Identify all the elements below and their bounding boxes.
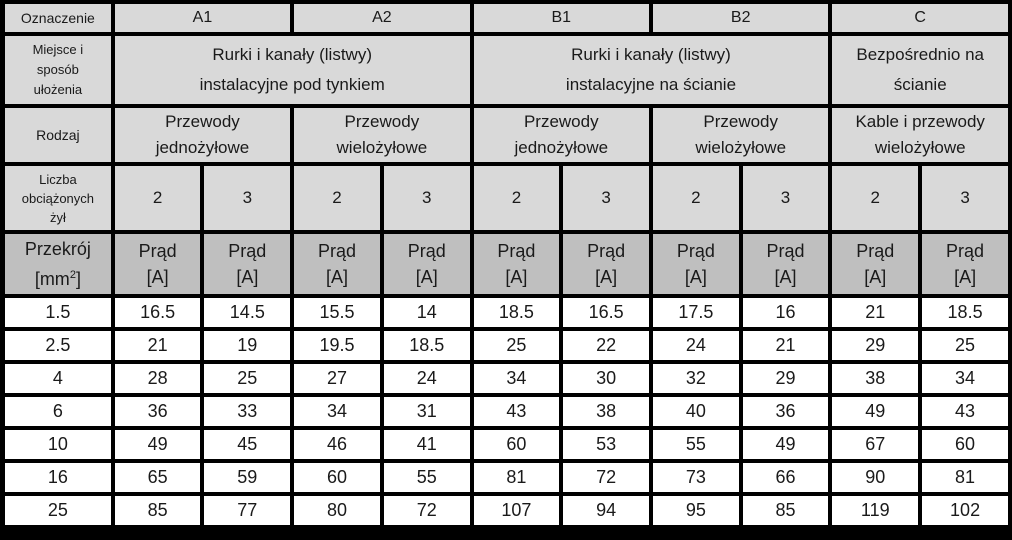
- placement-label-line: sposób: [36, 62, 79, 77]
- current-cell: 49: [832, 397, 918, 426]
- current-cell: 25: [204, 364, 290, 393]
- placement-a: [115, 36, 470, 104]
- current-header-title: Prąd: [497, 241, 536, 261]
- type-c: [832, 108, 1008, 162]
- type-text: Kable i przewody: [855, 112, 985, 131]
- type-text: Przewody: [165, 112, 240, 131]
- cores-label-line: Liczba: [39, 171, 77, 187]
- current-header: [743, 234, 829, 294]
- current-header-title: Prąd: [138, 241, 177, 261]
- current-cell: 18.5: [384, 331, 470, 360]
- current-cell: 19: [204, 331, 290, 360]
- current-cell: 21: [115, 331, 201, 360]
- cross-section-cell: 1.5: [5, 298, 111, 327]
- cores-label-line: żył: [49, 209, 66, 225]
- current-cell: 60: [474, 430, 560, 459]
- current-cell: 33: [204, 397, 290, 426]
- current-cell: 49: [743, 430, 829, 459]
- placement-label: [5, 36, 111, 104]
- current-cell: 41: [384, 430, 470, 459]
- current-cell: 17.5: [653, 298, 739, 327]
- cross-section-cell: 10: [5, 430, 111, 459]
- current-cell: 90: [832, 463, 918, 492]
- type-b2: [653, 108, 828, 162]
- current-cell: 28: [115, 364, 201, 393]
- type-text: Przewody: [523, 112, 599, 131]
- method-a2: A2: [294, 4, 469, 32]
- current-header: [384, 234, 470, 294]
- current-cell: 73: [653, 463, 739, 492]
- current-cell: 14: [384, 298, 470, 327]
- table-row: [5, 463, 1008, 492]
- cross-section-cell: 2.5: [5, 331, 111, 360]
- cores-cell: 2: [115, 166, 201, 230]
- current-header-title: Prąd: [318, 241, 357, 261]
- type-text: jednożyłowe: [514, 138, 609, 157]
- designation-label: Oznaczenie: [5, 4, 111, 32]
- cross-section-cell: 16: [5, 463, 111, 492]
- current-cell: 94: [563, 496, 649, 525]
- current-header-title: Prąd: [587, 241, 626, 261]
- current-cell: 55: [384, 463, 470, 492]
- current-cell: 24: [384, 364, 470, 393]
- current-cell: 34: [294, 397, 380, 426]
- current-header: [563, 234, 649, 294]
- current-header: [204, 234, 290, 294]
- current-cell: 21: [832, 298, 918, 327]
- current-cell: 43: [922, 397, 1008, 426]
- current-cell: 81: [922, 463, 1008, 492]
- cross-section-unit: $[mm^2]$: [34, 269, 81, 289]
- cores-cell: 2: [294, 166, 380, 230]
- table-row: [5, 496, 1008, 525]
- current-cell: 102: [922, 496, 1008, 525]
- current-capacity-table: [1, 0, 1012, 529]
- current-cell: 36: [743, 397, 829, 426]
- placement-label-line: ułożenia: [33, 82, 83, 97]
- current-header-title: Prąd: [407, 241, 446, 261]
- placement-text: Rurki i kanały (listwy): [571, 45, 731, 64]
- current-cell: 27: [294, 364, 380, 393]
- current-header: [922, 234, 1008, 294]
- current-cell: 66: [743, 463, 829, 492]
- current-header-unit: [A]: [595, 267, 618, 287]
- current-header: [294, 234, 380, 294]
- current-header-title: Prąd: [676, 241, 715, 261]
- current-cell: 34: [922, 364, 1008, 393]
- current-cell: 19.5: [294, 331, 380, 360]
- cross-section-cell: 25: [5, 496, 111, 525]
- current-cell: 18.5: [474, 298, 560, 327]
- type-a1: [115, 108, 290, 162]
- current-cell: 45: [204, 430, 290, 459]
- method-a1: A1: [115, 4, 290, 32]
- cores-label: [5, 166, 111, 230]
- placement-text: Bezpośrednio na: [856, 45, 984, 64]
- cores-cell: 3: [204, 166, 290, 230]
- current-header-unit: [A]: [864, 267, 887, 287]
- current-cell: 29: [743, 364, 829, 393]
- table-row: [5, 331, 1008, 360]
- current-header-unit: [A]: [415, 267, 438, 287]
- type-text: jednożyłowe: [155, 138, 250, 157]
- current-cell: 18.5: [922, 298, 1008, 327]
- current-cell: 80: [294, 496, 380, 525]
- placement-text: instalacyjne na ścianie: [565, 75, 737, 94]
- current-header: [115, 234, 201, 294]
- current-cell: 67: [832, 430, 918, 459]
- cores-cell: 3: [743, 166, 829, 230]
- current-header-title: Prąd: [228, 241, 267, 261]
- cores-cell: 2: [832, 166, 918, 230]
- current-cell: 40: [653, 397, 739, 426]
- current-cell: 95: [653, 496, 739, 525]
- method-c: C: [832, 4, 1008, 32]
- current-cell: 24: [653, 331, 739, 360]
- current-cell: 14.5: [204, 298, 290, 327]
- current-cell: 38: [563, 397, 649, 426]
- method-b2: B2: [653, 4, 828, 32]
- current-cell: 60: [922, 430, 1008, 459]
- current-cell: 21: [743, 331, 829, 360]
- current-header-unit: [A]: [236, 267, 259, 287]
- current-cell: 31: [384, 397, 470, 426]
- current-cell: 81: [474, 463, 560, 492]
- current-header-unit: [A]: [954, 267, 977, 287]
- current-cell: 77: [204, 496, 290, 525]
- designation-row: [5, 4, 1008, 32]
- table-body: [5, 298, 1008, 525]
- current-cell: 119: [832, 496, 918, 525]
- current-cell: 32: [653, 364, 739, 393]
- current-cell: 29: [832, 331, 918, 360]
- method-b1: B1: [474, 4, 649, 32]
- current-header-unit: [A]: [774, 267, 797, 287]
- current-header-title: Prąd: [946, 241, 985, 261]
- current-cell: 107: [474, 496, 560, 525]
- current-cell: 72: [384, 496, 470, 525]
- current-cell: 15.5: [294, 298, 380, 327]
- current-cell: 53: [563, 430, 649, 459]
- type-text: wielożyłowe: [336, 138, 428, 157]
- current-header-unit: [A]: [326, 267, 349, 287]
- current-cell: 30: [563, 364, 649, 393]
- current-cell: 25: [474, 331, 560, 360]
- current-header-unit: [A]: [684, 267, 707, 287]
- current-cell: 85: [115, 496, 201, 525]
- placement-b: [474, 36, 829, 104]
- cores-label-line: obciążonych: [21, 190, 95, 206]
- table-row: [5, 397, 1008, 426]
- cross-section-header: [5, 234, 111, 294]
- current-cell: 36: [115, 397, 201, 426]
- cores-cell: 3: [384, 166, 470, 230]
- current-cell: 43: [474, 397, 560, 426]
- cross-section-title: Przekrój: [24, 239, 91, 259]
- placement-text: instalacyjne pod tynkiem: [199, 75, 385, 94]
- type-text: wielożyłowe: [695, 138, 787, 157]
- current-header: [474, 234, 560, 294]
- current-cell: 85: [743, 496, 829, 525]
- current-cell: 72: [563, 463, 649, 492]
- current-cell: 16.5: [563, 298, 649, 327]
- current-header: [832, 234, 918, 294]
- current-cell: 60: [294, 463, 380, 492]
- current-cell: 55: [653, 430, 739, 459]
- current-cell: 46: [294, 430, 380, 459]
- placement-row: [5, 36, 1008, 104]
- current-cell: 16: [743, 298, 829, 327]
- current-cell: 25: [922, 331, 1008, 360]
- cores-row: [5, 166, 1008, 230]
- type-text: wielożyłowe: [874, 138, 966, 157]
- type-text: Przewody: [703, 112, 778, 131]
- current-header: [653, 234, 739, 294]
- table-row: [5, 298, 1008, 327]
- cross-section-cell: 4: [5, 364, 111, 393]
- type-b1: [474, 108, 649, 162]
- current-cell: 38: [832, 364, 918, 393]
- placement-text: ścianie: [893, 75, 947, 94]
- current-cell: 59: [204, 463, 290, 492]
- table-row: [5, 364, 1008, 393]
- cores-cell: 3: [563, 166, 649, 230]
- type-a2: [294, 108, 469, 162]
- current-cell: 34: [474, 364, 560, 393]
- current-header-title: Prąd: [856, 241, 895, 261]
- placement-c: [832, 36, 1008, 104]
- table-row: [5, 430, 1008, 459]
- placement-text: Rurki i kanały (listwy): [212, 45, 372, 64]
- cores-cell: 3: [922, 166, 1008, 230]
- placement-label-line: Miejsce i: [32, 42, 84, 57]
- current-cell: 16.5: [115, 298, 201, 327]
- type-row: [5, 108, 1008, 162]
- current-cell: 65: [115, 463, 201, 492]
- current-cell: 22: [563, 331, 649, 360]
- current-cell: 49: [115, 430, 201, 459]
- column-header-row: [5, 234, 1008, 294]
- current-header-unit: [A]: [146, 267, 169, 287]
- type-text: Przewody: [344, 112, 420, 131]
- type-label: Rodzaj: [5, 108, 111, 162]
- cores-cell: 2: [474, 166, 560, 230]
- cores-cell: 2: [653, 166, 739, 230]
- current-header-title: Prąd: [766, 241, 805, 261]
- current-header-unit: [A]: [505, 267, 528, 287]
- cross-section-cell: 6: [5, 397, 111, 426]
